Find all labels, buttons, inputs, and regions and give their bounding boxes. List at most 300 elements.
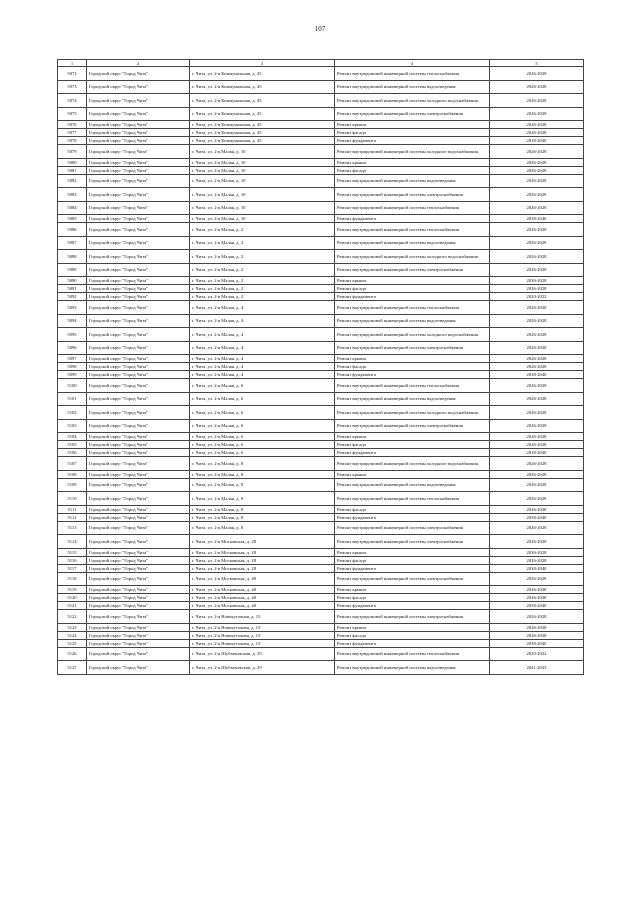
row-number: 5096 — [58, 341, 87, 355]
column-header: 5 — [490, 60, 584, 67]
work-type-cell: Ремонт фундамента — [335, 602, 490, 610]
municipality-cell: Городской округ "Город Чита" — [87, 145, 190, 159]
work-type-cell: Ремонт фасада — [335, 505, 490, 513]
municipality-cell: Городской округ "Город Чита" — [87, 647, 190, 661]
table-row — [58, 610, 584, 624]
address-cell: г. Чита, ул. 2-я Малая, д. 4 — [190, 314, 335, 328]
address-cell: г. Чита, ул. 2-я Малая, д. 2 — [190, 285, 335, 293]
period-cell: 2038-2040 — [490, 564, 584, 572]
work-type-cell: Ремонт внутридомовой инженерной системы теплоснабжения — [335, 379, 490, 393]
municipality-cell: Городской округ "Город Чита" — [87, 478, 190, 492]
municipality-cell: Городской округ "Город Чита" — [87, 188, 190, 202]
table-row — [58, 293, 584, 301]
municipality-cell: Городской округ "Город Чита" — [87, 67, 190, 81]
municipality-cell: Городской округ "Город Чита" — [87, 137, 190, 145]
address-cell: г. Чита, ул. 2-я Коммунальная, д. 45 — [190, 67, 335, 81]
address-cell: г. Чита, ул. 2-я Малая, д. 8 — [190, 513, 335, 521]
table-row — [58, 631, 584, 639]
period-cell: 2026-2028 — [490, 610, 584, 624]
table-row — [58, 301, 584, 315]
address-cell: г. Чита, ул. 2-я Московская, д. 28 — [190, 535, 335, 549]
period-cell: 2026-2028 — [490, 505, 584, 513]
period-cell: 2026-2028 — [490, 433, 584, 441]
municipality-cell: Городской округ "Город Чита" — [87, 285, 190, 293]
period-cell: 2026-2028 — [490, 341, 584, 355]
table-row — [58, 602, 584, 610]
repair-schedule-table — [57, 59, 584, 675]
row-number: 5083 — [58, 188, 87, 202]
period-cell: 2038-2040 — [490, 449, 584, 457]
table-row — [58, 250, 584, 264]
row-number: 5099 — [58, 371, 87, 379]
work-type-cell: Ремонт внутридомовой инженерной системы холодного водоснабжения — [335, 457, 490, 471]
municipality-cell: Городской округ "Город Чита" — [87, 341, 190, 355]
table-row — [58, 433, 584, 441]
table-header-row — [58, 60, 584, 67]
municipality-cell: Городской округ "Город Чита" — [87, 379, 190, 393]
period-cell: 2026-2028 — [490, 328, 584, 342]
period-cell: 2026-2028 — [490, 631, 584, 639]
row-number: 5077 — [58, 129, 87, 137]
period-cell: 2026-2028 — [490, 535, 584, 549]
address-cell: г. Чита, ул. 2-я Малая, д. 4 — [190, 328, 335, 342]
period-cell: 2026-2028 — [490, 129, 584, 137]
municipality-cell: Городской округ "Город Чита" — [87, 631, 190, 639]
work-type-cell: Ремонт внутридомовой инженерной системы электроснабжения — [335, 263, 490, 277]
work-type-cell: Ремонт фундамента — [335, 513, 490, 521]
period-cell: 2038-2040 — [490, 513, 584, 521]
row-number: 5108 — [58, 470, 87, 478]
row-number: 5093 — [58, 301, 87, 315]
municipality-cell: Городской округ "Город Чита" — [87, 371, 190, 379]
work-type-cell: Ремонт внутридомовой инженерной системы теплоснабжения — [335, 67, 490, 81]
row-number: 5106 — [58, 449, 87, 457]
municipality-cell: Городской округ "Город Чита" — [87, 174, 190, 188]
period-cell: 2026-2028 — [490, 492, 584, 506]
table-row — [58, 406, 584, 420]
work-type-cell: Ремонт внутридомовой инженерной системы теплоснабжения — [335, 201, 490, 215]
municipality-cell: Городской округ "Город Чита" — [87, 301, 190, 315]
row-number: 5112 — [58, 513, 87, 521]
work-type-cell: Ремонт фасада — [335, 166, 490, 174]
table-row — [58, 492, 584, 506]
municipality-cell: Городской округ "Город Чита" — [87, 94, 190, 108]
address-cell: г. Чита, ул. 2-я Малая, д. 6 — [190, 449, 335, 457]
period-cell: 2026-2028 — [490, 94, 584, 108]
municipality-cell: Городской округ "Город Чита" — [87, 263, 190, 277]
row-number: 5094 — [58, 314, 87, 328]
address-cell: г. Чита, ул. 2-я Малая, д. 10 — [190, 201, 335, 215]
period-cell: 2026-2028 — [490, 223, 584, 237]
work-type-cell: Ремонт крыши — [335, 548, 490, 556]
municipality-cell: Городской округ "Город Чита" — [87, 505, 190, 513]
row-number: 5080 — [58, 158, 87, 166]
address-cell: г. Чита, ул. 2-я Малая, д. 4 — [190, 341, 335, 355]
table-row — [58, 457, 584, 471]
period-cell: 2026-2028 — [490, 145, 584, 159]
table-row — [58, 505, 584, 513]
row-number: 5101 — [58, 392, 87, 406]
table-row — [58, 145, 584, 159]
municipality-cell: Городской округ "Город Чита" — [87, 406, 190, 420]
table-row — [58, 371, 584, 379]
address-cell: г. Чита, ул. 2-я Коммунальная, д. 45 — [190, 94, 335, 108]
address-cell: г. Чита, ул. 2-я Малая, д. 8 — [190, 492, 335, 506]
municipality-cell: Городской округ "Город Чита" — [87, 492, 190, 506]
work-type-cell: Ремонт внутридомовой инженерной системы холодного водоснабжения — [335, 94, 490, 108]
table-row — [58, 328, 584, 342]
period-cell: 2026-2028 — [490, 314, 584, 328]
row-number: 5126 — [58, 647, 87, 661]
row-number: 5124 — [58, 631, 87, 639]
table-row — [58, 623, 584, 631]
address-cell: г. Чита, ул. 2-я Малая, д. 4 — [190, 301, 335, 315]
row-number: 5116 — [58, 556, 87, 564]
work-type-cell: Ремонт фундамента — [335, 639, 490, 647]
period-cell: 2020-2022 — [490, 293, 584, 301]
table-row — [58, 535, 584, 549]
period-cell: 2026-2028 — [490, 478, 584, 492]
address-cell: г. Чита, ул. 2-я Малая, д. 6 — [190, 392, 335, 406]
row-number: 5088 — [58, 250, 87, 264]
table-row — [58, 201, 584, 215]
address-cell: г. Чита, ул. 2-я Коммунальная, д. 45 — [190, 137, 335, 145]
address-cell: г. Чита, ул. 2-я Малая, д. 8 — [190, 457, 335, 471]
period-cell: 2026-2028 — [490, 419, 584, 433]
municipality-cell: Городской округ "Город Чита" — [87, 355, 190, 363]
table-row — [58, 236, 584, 250]
page-number: 107 — [314, 25, 326, 33]
table-row — [58, 129, 584, 137]
municipality-cell: Городской округ "Город Чита" — [87, 535, 190, 549]
municipality-cell: Городской округ "Город Чита" — [87, 419, 190, 433]
work-type-cell: Ремонт крыши — [335, 623, 490, 631]
row-number: 5114 — [58, 535, 87, 549]
address-cell: г. Чита, ул. 2-я Малая, д. 10 — [190, 174, 335, 188]
row-number: 5095 — [58, 328, 87, 342]
period-cell: 2026-2028 — [490, 67, 584, 81]
period-cell: 2038-2040 — [490, 602, 584, 610]
address-cell: г. Чита, ул. 2-я Малая, д. 2 — [190, 250, 335, 264]
row-number: 5082 — [58, 174, 87, 188]
period-cell: 2026-2028 — [490, 406, 584, 420]
address-cell: г. Чита, ул. 2-я Новокуточная, д. 15 — [190, 610, 335, 624]
period-cell: 2026-2028 — [490, 623, 584, 631]
work-type-cell: Ремонт внутридомовой инженерной системы электроснабжения — [335, 535, 490, 549]
municipality-cell: Городской округ "Город Чита" — [87, 586, 190, 594]
table-row — [58, 223, 584, 237]
row-number: 5105 — [58, 441, 87, 449]
municipality-cell: Городской округ "Город Чита" — [87, 610, 190, 624]
period-cell: 2026-2028 — [490, 158, 584, 166]
row-number: 5119 — [58, 586, 87, 594]
row-number: 5081 — [58, 166, 87, 174]
period-cell: 2038-2040 — [490, 137, 584, 145]
table-row — [58, 341, 584, 355]
work-type-cell: Ремонт крыши — [335, 433, 490, 441]
municipality-cell: Городской округ "Город Чита" — [87, 250, 190, 264]
row-number: 5079 — [58, 145, 87, 159]
table-row — [58, 285, 584, 293]
period-cell: 2026-2028 — [490, 586, 584, 594]
municipality-cell: Городской округ "Город Чита" — [87, 201, 190, 215]
address-cell: г. Чита, ул. 2-я Малая, д. 2 — [190, 277, 335, 285]
table-row — [58, 166, 584, 174]
row-number: 5104 — [58, 433, 87, 441]
row-number: 5109 — [58, 478, 87, 492]
row-number: 5075 — [58, 107, 87, 121]
row-number: 5115 — [58, 548, 87, 556]
address-cell: г. Чита, ул. 2-я Малая, д. 10 — [190, 166, 335, 174]
period-cell: 2026-2028 — [490, 556, 584, 564]
table-row — [58, 639, 584, 647]
work-type-cell: Ремонт фасада — [335, 556, 490, 564]
table-row — [58, 188, 584, 202]
column-header: 2 — [87, 60, 190, 67]
work-type-cell: Ремонт крыши — [335, 277, 490, 285]
period-cell: 2038-2040 — [490, 639, 584, 647]
work-type-cell: Ремонт внутридомовой инженерной системы водоотведения — [335, 80, 490, 94]
row-number: 5076 — [58, 121, 87, 129]
period-cell: 2026-2028 — [490, 301, 584, 315]
row-number: 5127 — [58, 661, 87, 675]
table-row — [58, 174, 584, 188]
work-type-cell: Ремонт крыши — [335, 158, 490, 166]
table-row — [58, 513, 584, 521]
work-type-cell: Ремонт крыши — [335, 586, 490, 594]
table-row — [58, 379, 584, 393]
work-type-cell: Ремонт внутридомовой инженерной системы водоотведения — [335, 661, 490, 675]
table-row — [58, 564, 584, 572]
address-cell: г. Чита, ул. 2-я Малая, д. 8 — [190, 521, 335, 535]
period-cell: 2026-2028 — [490, 457, 584, 471]
table-row — [58, 363, 584, 371]
table-row — [58, 572, 584, 586]
address-cell: г. Чита, ул. 2-я Малая, д. 2 — [190, 293, 335, 301]
work-type-cell: Ремонт внутридомовой инженерной системы электроснабжения — [335, 521, 490, 535]
work-type-cell: Ремонт фундамента — [335, 449, 490, 457]
address-cell: г. Чита, ул. 2-я Малая, д. 6 — [190, 441, 335, 449]
table-row — [58, 263, 584, 277]
municipality-cell: Городской округ "Город Чита" — [87, 392, 190, 406]
table-row — [58, 107, 584, 121]
address-cell: г. Чита, ул. 2-я Малая, д. 2 — [190, 223, 335, 237]
address-cell: г. Чита, ул. 2-я Малая, д. 4 — [190, 355, 335, 363]
table-row — [58, 80, 584, 94]
work-type-cell: Ремонт фундамента — [335, 293, 490, 301]
work-type-cell: Ремонт внутридомовой инженерной системы водоотведения — [335, 478, 490, 492]
work-type-cell: Ремонт внутридомовой инженерной системы электроснабжения — [335, 341, 490, 355]
period-cell: 2026-2028 — [490, 572, 584, 586]
municipality-cell: Городской округ "Город Чита" — [87, 107, 190, 121]
table-row — [58, 521, 584, 535]
municipality-cell: Городской округ "Город Чита" — [87, 513, 190, 521]
table-row — [58, 586, 584, 594]
table-row — [58, 94, 584, 108]
row-number: 5111 — [58, 505, 87, 513]
municipality-cell: Городской округ "Город Чита" — [87, 661, 190, 675]
period-cell: 2026-2028 — [490, 250, 584, 264]
column-header: 3 — [190, 60, 335, 67]
address-cell: г. Чита, ул. 2-я Малая, д. 6 — [190, 379, 335, 393]
work-type-cell: Ремонт крыши — [335, 121, 490, 129]
municipality-cell: Городской округ "Город Чита" — [87, 441, 190, 449]
municipality-cell: Городской округ "Город Чита" — [87, 166, 190, 174]
work-type-cell: Ремонт фасада — [335, 129, 490, 137]
work-type-cell: Ремонт внутридомовой инженерной системы электроснабжения — [335, 107, 490, 121]
table-row — [58, 158, 584, 166]
period-cell: 2026-2028 — [490, 355, 584, 363]
municipality-cell: Городской округ "Город Чита" — [87, 457, 190, 471]
row-number: 5122 — [58, 610, 87, 624]
municipality-cell: Городской округ "Город Чита" — [87, 293, 190, 301]
address-cell: г. Чита, ул. 2-я Новокуточная, д. 15 — [190, 623, 335, 631]
municipality-cell: Городской округ "Город Чита" — [87, 639, 190, 647]
column-header: 4 — [335, 60, 490, 67]
municipality-cell: Городской округ "Город Чита" — [87, 121, 190, 129]
table-row — [58, 556, 584, 564]
row-number: 5090 — [58, 277, 87, 285]
row-number: 5086 — [58, 223, 87, 237]
work-type-cell: Ремонт фундамента — [335, 137, 490, 145]
table-row — [58, 661, 584, 675]
work-type-cell: Ремонт фундамента — [335, 564, 490, 572]
address-cell: г. Чита, ул. 2-я Новокуточная, д. 15 — [190, 639, 335, 647]
work-type-cell: Ремонт внутридомовой инженерной системы холодного водоснабжения — [335, 328, 490, 342]
address-cell: г. Чита, ул. 2-я Малая, д. 10 — [190, 215, 335, 223]
period-cell: 2026-2028 — [490, 277, 584, 285]
work-type-cell: Ремонт фасада — [335, 631, 490, 639]
table-row — [58, 137, 584, 145]
municipality-cell: Городской округ "Город Чита" — [87, 158, 190, 166]
table-row — [58, 449, 584, 457]
address-cell: г. Чита, ул. 2-я Малая, д. 4 — [190, 363, 335, 371]
work-type-cell: Ремонт фундамента — [335, 371, 490, 379]
work-type-cell: Ремонт внутридомовой инженерной системы электроснабжения — [335, 610, 490, 624]
address-cell: г. Чита, ул. 2-я Коммунальная, д. 45 — [190, 129, 335, 137]
address-cell: г. Чита, ул. 2-я Малая, д. 8 — [190, 505, 335, 513]
table-row — [58, 441, 584, 449]
work-type-cell: Ремонт внутридомовой инженерной системы теплоснабжения — [335, 492, 490, 506]
row-number: 5107 — [58, 457, 87, 471]
work-type-cell: Ремонт внутридомовой инженерной системы водоотведения — [335, 392, 490, 406]
municipality-cell: Городской округ "Город Чита" — [87, 602, 190, 610]
period-cell: 2026-2028 — [490, 470, 584, 478]
period-cell: 2026-2028 — [490, 521, 584, 535]
row-number: 5110 — [58, 492, 87, 506]
row-number: 5084 — [58, 201, 87, 215]
municipality-cell: Городской округ "Город Чита" — [87, 564, 190, 572]
row-number: 5085 — [58, 215, 87, 223]
address-cell: г. Чита, ул. 2-я Малая, д. 8 — [190, 478, 335, 492]
work-type-cell: Ремонт фасада — [335, 594, 490, 602]
row-number: 5087 — [58, 236, 87, 250]
work-type-cell: Ремонт внутридомовой инженерной системы холодного водоснабжения — [335, 250, 490, 264]
row-number: 5100 — [58, 379, 87, 393]
address-cell: г. Чита, ул. 2-я Коммунальная, д. 45 — [190, 80, 335, 94]
period-cell: 2026-2028 — [490, 166, 584, 174]
address-cell: г. Чита, ул. 2-я Коммунальная, д. 45 — [190, 121, 335, 129]
municipality-cell: Городской округ "Город Чита" — [87, 433, 190, 441]
municipality-cell: Городской округ "Город Чита" — [87, 277, 190, 285]
address-cell: г. Чита, ул. 2-я Московская, д. 40 — [190, 602, 335, 610]
row-number: 5091 — [58, 285, 87, 293]
period-cell: 2026-2028 — [490, 392, 584, 406]
municipality-cell: Городской округ "Город Чита" — [87, 556, 190, 564]
address-cell: г. Чита, ул. 2-я Московская, д. 28 — [190, 548, 335, 556]
row-number: 5072 — [58, 67, 87, 81]
address-cell: г. Чита, ул. 2-я Малая, д. 4 — [190, 371, 335, 379]
work-type-cell: Ремонт фасада — [335, 441, 490, 449]
municipality-cell: Городской округ "Город Чита" — [87, 623, 190, 631]
period-cell: 2026-2028 — [490, 594, 584, 602]
work-type-cell: Ремонт внутридомовой инженерной системы электроснабжения — [335, 572, 490, 586]
row-number: 5078 — [58, 137, 87, 145]
period-cell: 2026-2028 — [490, 285, 584, 293]
address-cell: г. Чита, ул. 2-я Малая, д. 2 — [190, 263, 335, 277]
period-cell: 2026-2028 — [490, 107, 584, 121]
work-type-cell: Ремонт крыши — [335, 355, 490, 363]
table-row — [58, 548, 584, 556]
municipality-cell: Городской округ "Город Чита" — [87, 449, 190, 457]
municipality-cell: Городской округ "Город Чита" — [87, 470, 190, 478]
period-cell: 2038-2040 — [490, 215, 584, 223]
address-cell: г. Чита, ул. 2-я Шубзавожская, д. 29 — [190, 661, 335, 675]
address-cell: г. Чита, ул. 2-я Малая, д. 6 — [190, 406, 335, 420]
row-number: 5103 — [58, 419, 87, 433]
table-row — [58, 277, 584, 285]
address-cell: г. Чита, ул. 2-я Малая, д. 6 — [190, 433, 335, 441]
table-row — [58, 470, 584, 478]
municipality-cell: Городской округ "Город Чита" — [87, 314, 190, 328]
address-cell: г. Чита, ул. 2-я Шубзавожская, д. 29 — [190, 647, 335, 661]
work-type-cell: Ремонт внутридомовой инженерной системы водоотведения — [335, 174, 490, 188]
work-type-cell: Ремонт внутридомовой инженерной системы электроснабжения — [335, 188, 490, 202]
table-row — [58, 392, 584, 406]
period-cell: 2026-2028 — [490, 379, 584, 393]
period-cell: 2026-2028 — [490, 263, 584, 277]
row-number: 5120 — [58, 594, 87, 602]
table-row — [58, 419, 584, 433]
period-cell: 2026-2028 — [490, 121, 584, 129]
address-cell: г. Чита, ул. 2-я Московская, д. 40 — [190, 586, 335, 594]
column-header: 1 — [58, 60, 87, 67]
work-type-cell: Ремонт внутридомовой инженерной системы теплоснабжения — [335, 301, 490, 315]
address-cell: г. Чита, ул. 2-я Московская, д. 28 — [190, 556, 335, 564]
municipality-cell: Городской округ "Город Чита" — [87, 236, 190, 250]
address-cell: г. Чита, ул. 2-я Московская, д. 40 — [190, 594, 335, 602]
work-type-cell: Ремонт крыши — [335, 470, 490, 478]
municipality-cell: Городской округ "Город Чита" — [87, 129, 190, 137]
municipality-cell: Городской округ "Город Чита" — [87, 521, 190, 535]
work-type-cell: Ремонт внутридомовой инженерной системы холодного водоснабжения — [335, 406, 490, 420]
row-number: 5113 — [58, 521, 87, 535]
work-type-cell: Ремонт внутридомовой инженерной системы холодного водоснабжения — [335, 145, 490, 159]
work-type-cell: Ремонт фасада — [335, 363, 490, 371]
period-cell: 2026-2028 — [490, 441, 584, 449]
row-number: 5097 — [58, 355, 87, 363]
row-number: 5098 — [58, 363, 87, 371]
row-number: 5092 — [58, 293, 87, 301]
municipality-cell: Городской округ "Город Чита" — [87, 215, 190, 223]
row-number: 5121 — [58, 602, 87, 610]
work-type-cell: Ремонт внутридомовой инженерной системы теплоснабжения — [335, 223, 490, 237]
address-cell: г. Чита, ул. 2-я Малая, д. 2 — [190, 236, 335, 250]
period-cell: 2026-2028 — [490, 174, 584, 188]
municipality-cell: Городской округ "Город Чита" — [87, 594, 190, 602]
table-row — [58, 647, 584, 661]
period-cell: 2026-2028 — [490, 201, 584, 215]
